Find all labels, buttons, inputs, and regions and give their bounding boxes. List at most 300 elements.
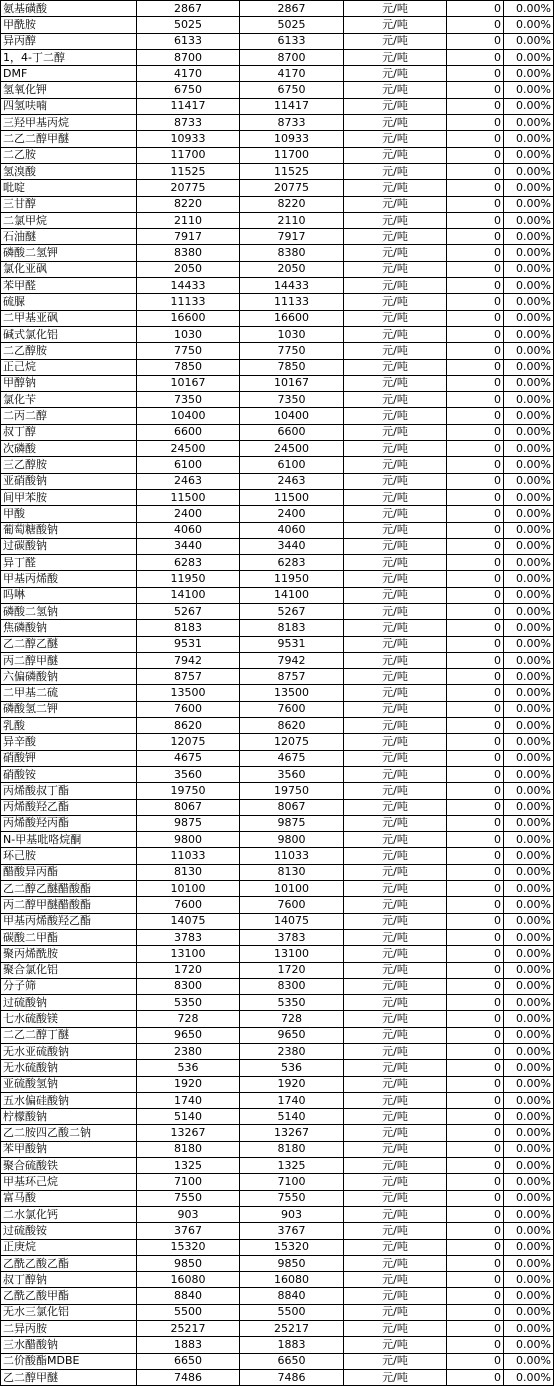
change-percent-cell: 0.00% [504, 1109, 554, 1125]
chemical-name-cell: 二丙二醇 [1, 408, 137, 424]
chemical-name-cell: 磷酸二氢钾 [1, 245, 137, 261]
unit-cell: 元/吨 [344, 897, 447, 913]
table-row [1, 1011, 554, 1027]
previous-price-cell: 2380 [137, 1044, 240, 1060]
previous-price-cell: 1325 [137, 1158, 240, 1174]
change-percent-cell: 0.00% [504, 392, 554, 408]
current-price-cell: 19750 [240, 783, 344, 799]
change-cell: 0 [447, 1321, 504, 1337]
unit-cell: 元/吨 [344, 326, 447, 342]
change-cell: 0 [447, 815, 504, 831]
change-percent-cell: 0.00% [504, 783, 554, 799]
current-price-cell: 5025 [240, 17, 344, 33]
change-percent-cell: 0.00% [504, 1, 554, 17]
unit-cell: 元/吨 [344, 229, 447, 245]
change-cell: 0 [447, 832, 504, 848]
table-row [1, 946, 554, 962]
table-row [1, 180, 554, 196]
unit-cell: 元/吨 [344, 766, 447, 782]
unit-cell: 元/吨 [344, 538, 447, 554]
previous-price-cell: 903 [137, 1206, 240, 1222]
change-cell: 0 [447, 278, 504, 294]
change-percent-cell: 0.00% [504, 815, 554, 831]
unit-cell: 元/吨 [344, 669, 447, 685]
change-percent-cell: 0.00% [504, 196, 554, 212]
chemical-name-cell: 碳酸二甲酯 [1, 929, 137, 945]
chemical-name-cell: 焦磷酸钠 [1, 620, 137, 636]
previous-price-cell: 25217 [137, 1321, 240, 1337]
chemical-name-cell: 乙酰乙酸乙酯 [1, 1255, 137, 1271]
change-percent-cell: 0.00% [504, 278, 554, 294]
change-cell: 0 [447, 212, 504, 228]
change-cell: 0 [447, 995, 504, 1011]
current-price-cell: 7942 [240, 652, 344, 668]
table-row [1, 750, 554, 766]
change-percent-cell: 0.00% [504, 294, 554, 310]
current-price-cell: 7600 [240, 897, 344, 913]
change-cell: 0 [447, 392, 504, 408]
change-percent-cell: 0.00% [504, 652, 554, 668]
table-row [1, 115, 554, 131]
change-cell: 0 [447, 1353, 504, 1369]
current-price-cell: 14100 [240, 587, 344, 603]
current-price-cell: 16600 [240, 310, 344, 326]
unit-cell: 元/吨 [344, 131, 447, 147]
previous-price-cell: 8067 [137, 799, 240, 815]
current-price-cell: 7917 [240, 229, 344, 245]
chemical-name-cell: 二氯甲烷 [1, 212, 137, 228]
unit-cell: 元/吨 [344, 278, 447, 294]
table-row [1, 652, 554, 668]
chemical-name-cell: 过硫酸钠 [1, 995, 137, 1011]
unit-cell: 元/吨 [344, 522, 447, 538]
chemical-name-cell: 醋酸异丙酯 [1, 864, 137, 880]
current-price-cell: 7850 [240, 359, 344, 375]
change-cell: 0 [447, 571, 504, 587]
previous-price-cell: 8840 [137, 1288, 240, 1304]
chemical-name-cell: 柠檬酸钠 [1, 1109, 137, 1125]
chemical-name-cell: DMF [1, 66, 137, 82]
change-percent-cell: 0.00% [504, 131, 554, 147]
previous-price-cell: 8183 [137, 620, 240, 636]
change-percent-cell: 0.00% [504, 799, 554, 815]
current-price-cell: 15320 [240, 1239, 344, 1255]
unit-cell: 元/吨 [344, 408, 447, 424]
chemical-name-cell: 异辛酸 [1, 734, 137, 750]
unit-cell: 元/吨 [344, 1206, 447, 1222]
table-row [1, 1141, 554, 1157]
table-row [1, 408, 554, 424]
table-row [1, 1223, 554, 1239]
table-row [1, 881, 554, 897]
previous-price-cell: 3560 [137, 766, 240, 782]
table-row [1, 147, 554, 163]
table-row [1, 538, 554, 554]
current-price-cell: 2400 [240, 506, 344, 522]
chemical-name-cell: 丙烯酸羟乙酯 [1, 799, 137, 815]
chemical-name-cell: 富马酸 [1, 1190, 137, 1206]
unit-cell: 元/吨 [344, 1190, 447, 1206]
table-row [1, 278, 554, 294]
current-price-cell: 10933 [240, 131, 344, 147]
unit-cell: 元/吨 [344, 734, 447, 750]
table-row [1, 1092, 554, 1108]
change-percent-cell: 0.00% [504, 212, 554, 228]
chemical-name-cell: 二乙醇胺 [1, 343, 137, 359]
current-price-cell: 2463 [240, 473, 344, 489]
table-row [1, 815, 554, 831]
chemical-name-cell: 五水偏硅酸钠 [1, 1092, 137, 1108]
previous-price-cell: 8180 [137, 1141, 240, 1157]
unit-cell: 元/吨 [344, 310, 447, 326]
unit-cell: 元/吨 [344, 424, 447, 440]
change-cell: 0 [447, 864, 504, 880]
unit-cell: 元/吨 [344, 457, 447, 473]
current-price-cell: 10167 [240, 375, 344, 391]
change-cell: 0 [447, 1076, 504, 1092]
previous-price-cell: 1740 [137, 1092, 240, 1108]
table-row [1, 245, 554, 261]
change-cell: 0 [447, 555, 504, 571]
unit-cell: 元/吨 [344, 147, 447, 163]
previous-price-cell: 11525 [137, 163, 240, 179]
current-price-cell: 8620 [240, 718, 344, 734]
change-percent-cell: 0.00% [504, 261, 554, 277]
current-price-cell: 13100 [240, 946, 344, 962]
change-percent-cell: 0.00% [504, 1158, 554, 1174]
change-percent-cell: 0.00% [504, 636, 554, 652]
change-percent-cell: 0.00% [504, 587, 554, 603]
change-cell: 0 [447, 310, 504, 326]
previous-price-cell: 14075 [137, 913, 240, 929]
chemical-name-cell: 氯化亚砜 [1, 261, 137, 277]
previous-price-cell: 7486 [137, 1369, 240, 1385]
change-percent-cell: 0.00% [504, 343, 554, 359]
chemical-name-cell: 丙二醇甲醚醋酸酯 [1, 897, 137, 913]
change-percent-cell: 0.00% [504, 1011, 554, 1027]
unit-cell: 元/吨 [344, 441, 447, 457]
table-row [1, 1304, 554, 1320]
table-row [1, 49, 554, 65]
change-percent-cell: 0.00% [504, 489, 554, 505]
table-row [1, 832, 554, 848]
unit-cell: 元/吨 [344, 49, 447, 65]
change-percent-cell: 0.00% [504, 1321, 554, 1337]
current-price-cell: 5500 [240, 1304, 344, 1320]
table-row [1, 1158, 554, 1174]
change-cell: 0 [447, 1141, 504, 1157]
change-cell: 0 [447, 734, 504, 750]
change-percent-cell: 0.00% [504, 66, 554, 82]
table-row [1, 685, 554, 701]
previous-price-cell: 6600 [137, 424, 240, 440]
chemical-name-cell: 乙二醇乙醚醋酸酯 [1, 881, 137, 897]
previous-price-cell: 10100 [137, 881, 240, 897]
current-price-cell: 6650 [240, 1353, 344, 1369]
previous-price-cell: 3440 [137, 538, 240, 554]
previous-price-cell: 7600 [137, 897, 240, 913]
previous-price-cell: 6750 [137, 82, 240, 98]
change-cell: 0 [447, 131, 504, 147]
unit-cell: 元/吨 [344, 815, 447, 831]
unit-cell: 元/吨 [344, 17, 447, 33]
unit-cell: 元/吨 [344, 832, 447, 848]
previous-price-cell: 8380 [137, 245, 240, 261]
change-percent-cell: 0.00% [504, 848, 554, 864]
change-percent-cell: 0.00% [504, 750, 554, 766]
change-percent-cell: 0.00% [504, 603, 554, 619]
change-cell: 0 [447, 522, 504, 538]
current-price-cell: 6750 [240, 82, 344, 98]
table-row [1, 734, 554, 750]
change-percent-cell: 0.00% [504, 555, 554, 571]
table-row [1, 473, 554, 489]
chemical-name-cell: 甲酸 [1, 506, 137, 522]
chemical-name-cell: 异丙醇 [1, 33, 137, 49]
change-percent-cell: 0.00% [504, 245, 554, 261]
previous-price-cell: 13267 [137, 1125, 240, 1141]
change-cell: 0 [447, 326, 504, 342]
change-percent-cell: 0.00% [504, 995, 554, 1011]
unit-cell: 元/吨 [344, 375, 447, 391]
change-cell: 0 [447, 1272, 504, 1288]
current-price-cell: 7350 [240, 392, 344, 408]
chemical-name-cell: 三水醋酸钠 [1, 1337, 137, 1353]
chemical-name-cell: 吡啶 [1, 180, 137, 196]
chemical-name-cell: 二价酸酯MDBE [1, 1353, 137, 1369]
change-percent-cell: 0.00% [504, 1239, 554, 1255]
current-price-cell: 536 [240, 1060, 344, 1076]
chemical-name-cell: 二水氯化钙 [1, 1206, 137, 1222]
chemical-name-cell: 甲基丙烯酸羟乙酯 [1, 913, 137, 929]
previous-price-cell: 2463 [137, 473, 240, 489]
current-price-cell: 8757 [240, 669, 344, 685]
table-row [1, 326, 554, 342]
previous-price-cell: 16080 [137, 1272, 240, 1288]
change-percent-cell: 0.00% [504, 1141, 554, 1157]
chemical-name-cell: 二甲基二硫 [1, 685, 137, 701]
table-row [1, 897, 554, 913]
unit-cell: 元/吨 [344, 946, 447, 962]
current-price-cell: 9650 [240, 1027, 344, 1043]
chemical-name-cell: 乙二醇乙醚 [1, 636, 137, 652]
change-cell: 0 [447, 163, 504, 179]
chemical-name-cell: 甲酰胺 [1, 17, 137, 33]
change-cell: 0 [447, 66, 504, 82]
table-row [1, 310, 554, 326]
table-row [1, 1174, 554, 1190]
table-row [1, 489, 554, 505]
chemical-name-cell: 聚合硫酸铁 [1, 1158, 137, 1174]
current-price-cell: 11033 [240, 848, 344, 864]
change-cell: 0 [447, 473, 504, 489]
change-percent-cell: 0.00% [504, 457, 554, 473]
change-percent-cell: 0.00% [504, 864, 554, 880]
chemical-name-cell: 碱式氯化铝 [1, 326, 137, 342]
change-percent-cell: 0.00% [504, 147, 554, 163]
previous-price-cell: 6133 [137, 33, 240, 49]
unit-cell: 元/吨 [344, 1337, 447, 1353]
chemical-name-cell: 乳酸 [1, 718, 137, 734]
current-price-cell: 8183 [240, 620, 344, 636]
current-price-cell: 3767 [240, 1223, 344, 1239]
previous-price-cell: 3767 [137, 1223, 240, 1239]
chemical-name-cell: 硝酸钾 [1, 750, 137, 766]
unit-cell: 元/吨 [344, 115, 447, 131]
unit-cell: 元/吨 [344, 1, 447, 17]
change-cell: 0 [447, 1337, 504, 1353]
previous-price-cell: 5025 [137, 17, 240, 33]
change-cell: 0 [447, 897, 504, 913]
change-percent-cell: 0.00% [504, 685, 554, 701]
change-percent-cell: 0.00% [504, 408, 554, 424]
unit-cell: 元/吨 [344, 1223, 447, 1239]
chemical-name-cell: 无水三氯化铝 [1, 1304, 137, 1320]
current-price-cell: 8380 [240, 245, 344, 261]
current-price-cell: 8300 [240, 978, 344, 994]
previous-price-cell: 6283 [137, 555, 240, 571]
change-percent-cell: 0.00% [504, 1076, 554, 1092]
current-price-cell: 1740 [240, 1092, 344, 1108]
table-row [1, 1125, 554, 1141]
previous-price-cell: 11950 [137, 571, 240, 587]
chemical-name-cell: 正庚烷 [1, 1239, 137, 1255]
unit-cell: 元/吨 [344, 978, 447, 994]
change-cell: 0 [447, 718, 504, 734]
change-percent-cell: 0.00% [504, 180, 554, 196]
previous-price-cell: 8300 [137, 978, 240, 994]
table-row [1, 343, 554, 359]
chemical-name-cell: 乙二胺四乙酸二钠 [1, 1125, 137, 1141]
unit-cell: 元/吨 [344, 196, 447, 212]
unit-cell: 元/吨 [344, 799, 447, 815]
chemical-name-cell: 叔丁醇 [1, 424, 137, 440]
table-row [1, 1369, 554, 1385]
unit-cell: 元/吨 [344, 212, 447, 228]
change-cell: 0 [447, 962, 504, 978]
change-percent-cell: 0.00% [504, 1304, 554, 1320]
previous-price-cell: 7600 [137, 701, 240, 717]
change-percent-cell: 0.00% [504, 734, 554, 750]
price-table-body [1, 1, 554, 1386]
current-price-cell: 11700 [240, 147, 344, 163]
change-cell: 0 [447, 1223, 504, 1239]
table-row [1, 929, 554, 945]
table-row [1, 82, 554, 98]
current-price-cell: 4675 [240, 750, 344, 766]
current-price-cell: 8130 [240, 864, 344, 880]
change-cell: 0 [447, 82, 504, 98]
chemical-name-cell: 苯甲醛 [1, 278, 137, 294]
table-row [1, 424, 554, 440]
current-price-cell: 2867 [240, 1, 344, 17]
previous-price-cell: 11700 [137, 147, 240, 163]
change-cell: 0 [447, 343, 504, 359]
previous-price-cell: 7750 [137, 343, 240, 359]
unit-cell: 元/吨 [344, 718, 447, 734]
chemical-name-cell: 四氢呋喃 [1, 98, 137, 114]
change-percent-cell: 0.00% [504, 1288, 554, 1304]
previous-price-cell: 10400 [137, 408, 240, 424]
chemical-name-cell: 硝酸铵 [1, 766, 137, 782]
previous-price-cell: 5500 [137, 1304, 240, 1320]
change-cell: 0 [447, 685, 504, 701]
previous-price-cell: 9650 [137, 1027, 240, 1043]
change-percent-cell: 0.00% [504, 897, 554, 913]
unit-cell: 元/吨 [344, 929, 447, 945]
current-price-cell: 7550 [240, 1190, 344, 1206]
change-cell: 0 [447, 17, 504, 33]
current-price-cell: 2380 [240, 1044, 344, 1060]
unit-cell: 元/吨 [344, 1369, 447, 1385]
table-row [1, 457, 554, 473]
change-cell: 0 [447, 1027, 504, 1043]
table-row [1, 522, 554, 538]
table-row [1, 701, 554, 717]
unit-cell: 元/吨 [344, 294, 447, 310]
change-cell: 0 [447, 799, 504, 815]
current-price-cell: 4170 [240, 66, 344, 82]
change-cell: 0 [447, 538, 504, 554]
change-percent-cell: 0.00% [504, 701, 554, 717]
table-row [1, 1255, 554, 1271]
current-price-cell: 8840 [240, 1288, 344, 1304]
current-price-cell: 1030 [240, 326, 344, 342]
table-row [1, 1288, 554, 1304]
previous-price-cell: 9875 [137, 815, 240, 831]
current-price-cell: 1920 [240, 1076, 344, 1092]
table-row [1, 1337, 554, 1353]
change-cell: 0 [447, 424, 504, 440]
table-row [1, 603, 554, 619]
table-row [1, 1272, 554, 1288]
change-cell: 0 [447, 261, 504, 277]
chemical-name-cell: 异丁醛 [1, 555, 137, 571]
previous-price-cell: 6650 [137, 1353, 240, 1369]
unit-cell: 元/吨 [344, 652, 447, 668]
previous-price-cell: 2400 [137, 506, 240, 522]
unit-cell: 元/吨 [344, 750, 447, 766]
change-cell: 0 [447, 1044, 504, 1060]
table-row [1, 1076, 554, 1092]
previous-price-cell: 9800 [137, 832, 240, 848]
current-price-cell: 10400 [240, 408, 344, 424]
change-cell: 0 [447, 1174, 504, 1190]
chemical-name-cell: 氨基磺酸 [1, 1, 137, 17]
table-row [1, 555, 554, 571]
unit-cell: 元/吨 [344, 636, 447, 652]
current-price-cell: 25217 [240, 1321, 344, 1337]
current-price-cell: 1325 [240, 1158, 344, 1174]
unit-cell: 元/吨 [344, 571, 447, 587]
change-percent-cell: 0.00% [504, 620, 554, 636]
table-row [1, 441, 554, 457]
table-row [1, 66, 554, 82]
change-cell: 0 [447, 1011, 504, 1027]
chemical-name-cell: 丙烯酸羟丙酯 [1, 815, 137, 831]
unit-cell: 元/吨 [344, 603, 447, 619]
change-cell: 0 [447, 49, 504, 65]
chemical-name-cell: 聚合氯化铝 [1, 962, 137, 978]
change-percent-cell: 0.00% [504, 1092, 554, 1108]
table-row [1, 848, 554, 864]
change-percent-cell: 0.00% [504, 538, 554, 554]
table-row [1, 98, 554, 114]
unit-cell: 元/吨 [344, 1304, 447, 1320]
change-percent-cell: 0.00% [504, 424, 554, 440]
table-row [1, 506, 554, 522]
change-percent-cell: 0.00% [504, 1272, 554, 1288]
